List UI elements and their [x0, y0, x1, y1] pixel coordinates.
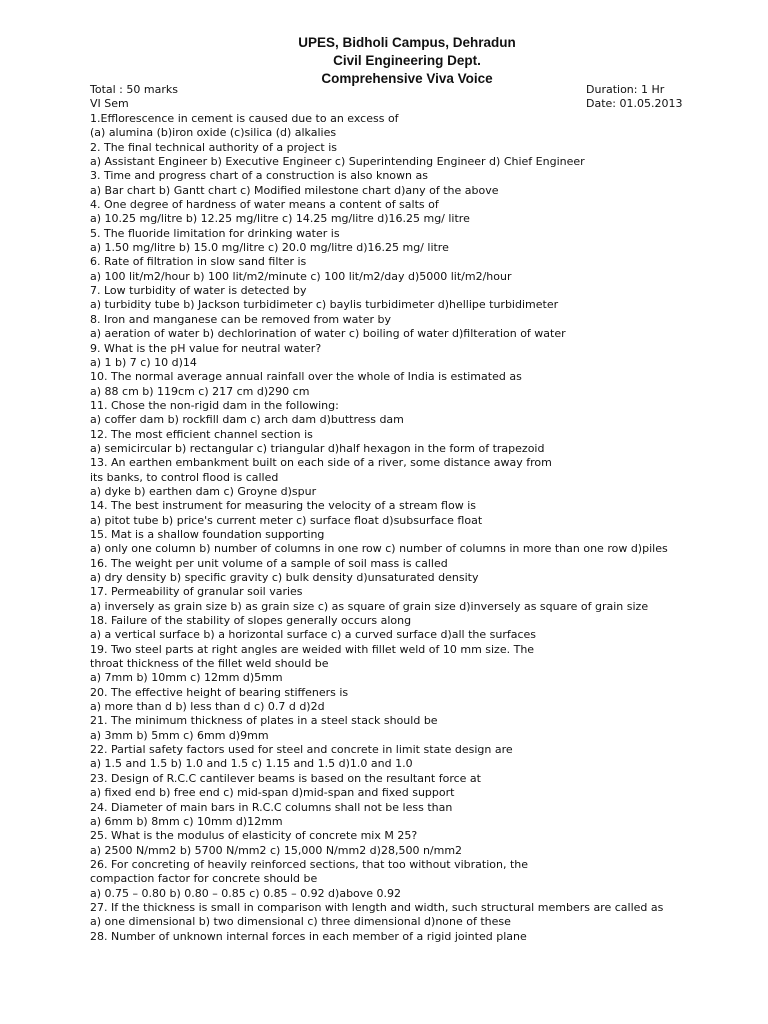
question-line: 10. The normal average annual rainfall over the whole of India is estimated as [90, 370, 522, 384]
question-line: 24. Diameter of main bars in R.C.C columns shall not be less than [90, 800, 453, 814]
question-line: its banks, to control flood is called [90, 470, 279, 484]
question-line: 16. The weight per unit volume of a sample of soil mass is called [90, 556, 448, 570]
question-line: 1.Efflorescence in cement is caused due to an excess of [90, 112, 399, 125]
question-line: a) aeration of water b) dechlorination of water c) boiling of water d)filteration of water [90, 327, 566, 341]
institution-title: UPES, Bidholi Campus, Dehradun [298, 35, 516, 50]
question-line: a) a vertical surface b) a horizontal surface c) a curved surface d)all the surfaces [90, 628, 537, 642]
question-line: a) 2500 N/mm2 b) 5700 N/mm2 c) 15,000 N/mm2 d)28,500 n/mm2 [90, 843, 463, 857]
question-line: a) 7mm b) 10mm c) 12mm d)5mm [90, 671, 283, 685]
question-line: a) semicircular b) rectangular c) triangular d)half hexagon in the form of trapezoid [90, 441, 545, 455]
question-line: 5. The fluoride limitation for drinking water is [90, 226, 340, 240]
question-line: a) 100 lit/m2/hour b) 100 lit/m2/minute c) 100 lit/m2/day d)5000 lit/m2/hour [90, 269, 512, 283]
question-line: 11. Chose the non-rigid dam in the following: [90, 398, 339, 412]
question-line: a) 0.75 – 0.80 b) 0.80 – 0.85 c) 0.85 – 0.92 d)above 0.92 [90, 886, 402, 900]
department-title: Civil Engineering Dept. [333, 53, 481, 68]
question-line: a) coffer dam b) rockfill dam c) arch dam d)buttress dam [90, 413, 404, 427]
question-line: a) inversely as grain size b) as grain size c) as square of grain size d)inversely as square of grain size [90, 599, 649, 613]
question-line: 7. Low turbidity of water is detected by [90, 284, 307, 298]
question-line: 23. Design of R.C.C cantilever beams is based on the resultant force at [90, 771, 481, 785]
question-line: a) 10.25 mg/litre b) 12.25 mg/litre c) 14.25 mg/litre d)16.25 mg/ litre [90, 212, 470, 226]
question-line: 14. The best instrument for measuring the velocity of a stream flow is [90, 499, 476, 513]
question-line: 2. The final technical authority of a project is [90, 140, 338, 154]
question-line: 28. Number of unknown internal forces in each member of a rigid jointed plane [90, 929, 527, 943]
exam-date: Date: 01.05.2013 [586, 97, 683, 110]
question-line: 25. What is the modulus of elasticity of concrete mix M 25? [90, 829, 418, 843]
question-line: a) 3mm b) 5mm c) 6mm d)9mm [90, 728, 269, 742]
question-line: a) 1 b) 7 c) 10 d)14 [90, 355, 197, 369]
question-line: a) turbidity tube b) Jackson turbidimeter c) baylis turbidimeter d)hellipe turbidimeter [90, 298, 559, 312]
document-header [0, 34, 768, 88]
question-line: a) 6mm b) 8mm c) 10mm d)12mm [90, 814, 283, 828]
question-line: 15. Mat is a shallow foundation supporting [90, 527, 325, 541]
exam-title: Comprehensive Viva Voice [321, 71, 493, 86]
question-line: 4. One degree of hardness of water means a content of salts of [90, 198, 439, 212]
question-line: a) 1.50 mg/litre b) 15.0 mg/litre c) 20.0 mg/litre d)16.25 mg/ litre [90, 241, 449, 255]
question-line: 26. For concreting of heavily reinforced sections, that too without vibration, the [90, 857, 529, 871]
question-line: 12. The most efficient channel section is [90, 427, 313, 441]
question-line: 8. Iron and manganese can be removed from water by [90, 312, 391, 326]
meta-row-1 [90, 83, 690, 97]
semester: VI Sem [90, 97, 129, 110]
question-line: (a) alumina (b)iron oxide (c)silica (d) alkalies [90, 126, 337, 140]
question-line: 6. Rate of filtration in slow sand filter is [90, 255, 307, 269]
question-line: a) dry density b) specific gravity c) bulk density d)unsaturated density [90, 571, 479, 584]
question-line: 3. Time and progress chart of a construction is also known as [90, 169, 428, 183]
question-line: a) Bar chart b) Gantt chart c) Modified milestone chart d)any of the above [90, 183, 499, 197]
question-list [90, 112, 750, 944]
meta-row-2 [90, 97, 690, 111]
question-line: a) more than d b) less than d c) 0.7 d d)2d [90, 700, 325, 714]
question-line: a) one dimensional b) two dimensional c) three dimensional d)none of these [90, 915, 511, 929]
question-line: 22. Partial safety factors used for steel and concrete in limit state design are [90, 743, 513, 757]
question-line: 21. The minimum thickness of plates in a steel stack should be [90, 714, 438, 728]
question-line: throat thickness of the fillet weld should be [90, 657, 329, 671]
question-line: 20. The effective height of bearing stiffeners is [90, 685, 349, 699]
question-line: 19. Two steel parts at right angles are weided with fillet weld of 10 mm size. The [90, 642, 535, 656]
question-line: compaction factor for concrete should be [90, 872, 318, 886]
question-line: 27. If the thickness is small in comparison with length and width, such structural members are called as [90, 900, 664, 914]
question-line: a) 88 cm b) 119cm c) 217 cm d)290 cm [90, 384, 310, 398]
total-marks: Total : 50 marks [90, 83, 178, 96]
question-line: a) dyke b) earthen dam c) Groyne d)spur [90, 484, 317, 498]
question-line: a) only one column b) number of columns in one row c) number of columns in more than one row d)piles [90, 542, 668, 556]
question-line: 9. What is the pH value for neutral water? [90, 341, 322, 355]
question-line: 17. Permeability of granular soil varies [90, 585, 303, 599]
question-line: a) Assistant Engineer b) Executive Engineer c) Superintending Engineer d) Chief Engineer [90, 155, 585, 169]
question-line: a) 1.5 and 1.5 b) 1.0 and 1.5 c) 1.15 and 1.5 d)1.0 and 1.0 [90, 757, 413, 771]
question-line: 13. An earthen embankment built on each side of a river, some distance away from [90, 456, 552, 470]
duration: Duration: 1 Hr [586, 83, 665, 96]
question-line: 18. Failure of the stability of slopes generally occurs along [90, 614, 412, 628]
question-line: a) pitot tube b) price's current meter c) surface float d)subsurface float [90, 513, 483, 527]
question-line: a) fixed end b) free end c) mid-span d)mid-span and fixed support [90, 786, 455, 800]
